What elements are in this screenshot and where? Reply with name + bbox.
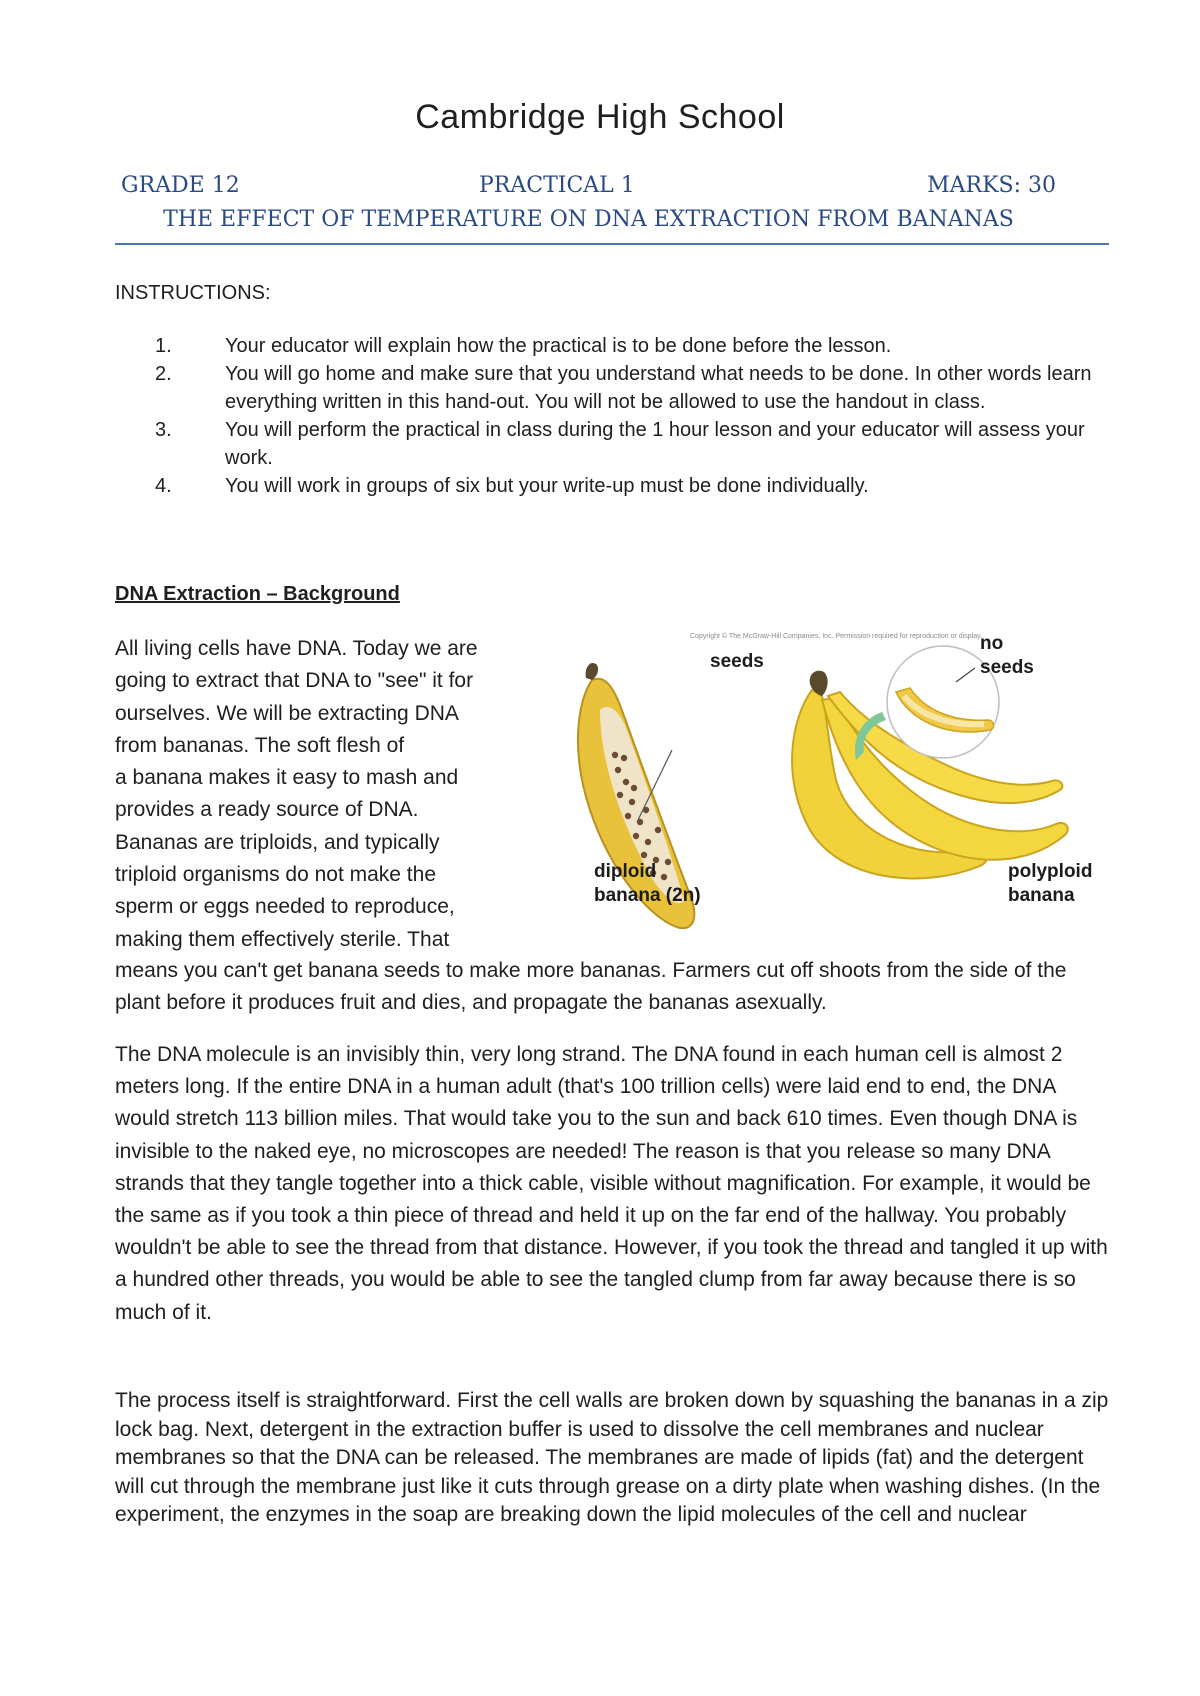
banana-figure xyxy=(560,630,1110,950)
instructions-heading: INSTRUCTIONS: xyxy=(115,282,271,304)
intro-line: triploid organisms do not make the xyxy=(115,863,436,887)
background-heading: DNA Extraction – Background xyxy=(115,583,400,605)
list-text: You will perform the practical in class during the 1 hour lesson and your educator will assess your work. xyxy=(225,419,1085,469)
list-text: Your educator will explain how the practical is to be done before the lesson. xyxy=(225,335,892,357)
intro-line: from bananas. The soft flesh of xyxy=(115,733,405,757)
intro-line: ourselves. We will be extracting DNA xyxy=(115,701,459,725)
intro-paragraph xyxy=(115,633,555,956)
practical-title: THE EFFECT OF TEMPERATURE ON DNA EXTRACTION FROM BANANAS xyxy=(163,207,1014,232)
intro-line: All living cells have DNA. Today we are xyxy=(115,637,478,660)
practical-label: PRACTICAL 1 xyxy=(479,173,635,198)
no-seeds-label-line2: seeds xyxy=(980,657,1034,678)
practical-meta-row xyxy=(121,173,1056,203)
dna-molecule-paragraph: The DNA molecule is an invisibly thin, very long strand. The DNA found in each human cell is almost 2 meters long. If the entire DNA in a human adult (that's 100 trillion cells) were laid end to end, the DNA would stretch 113 billion miles. That would take you to the sun and back 610 times. Even though DNA is invisible to the naked eye, no microscopes are needed! The reason is that you release so many DNA strands that they tangle together into a thick cable, visible without magnification. For example, it would be the same as if you took a thin piece of thread and held it up on the far end of the hallway. You probably wouldn't be able to see the thread from that distance. However, if you took the thread and tangled it up with a hundred other threads, you would be able to see the tangled clump from far away because there is so much of it. xyxy=(115,1043,1108,1324)
intro-line: provides a ready source of DNA. xyxy=(115,798,419,822)
school-name: Cambridge High School xyxy=(415,98,785,136)
diploid-label-line2: banana (2n) xyxy=(594,885,701,906)
polyploid-label-line1: polyploid xyxy=(1008,861,1093,882)
grade-label: GRADE 12 xyxy=(121,173,240,198)
marks-label: MARKS: 30 xyxy=(927,173,1056,198)
list-text: You will go home and make sure that you understand what needs to be done. In other words learn everything written in this hand-out. You will not be allowed to use the handout in class. xyxy=(225,363,1092,413)
seeds-label: seeds xyxy=(710,651,764,672)
intro-line: a banana makes it easy to mash and xyxy=(115,766,459,790)
intro-continued: means you can't get banana seeds to make more bananas. Farmers cut off shoots from the side of the plant before it produces fruit and dies, and propagate the bananas asexually. xyxy=(115,959,1067,1014)
intro-line: making them effectively sterile. That xyxy=(115,927,450,951)
intro-line: Bananas are triploids, and typically xyxy=(115,830,440,854)
intro-line: going to extract that DNA to "see" it for xyxy=(115,669,474,693)
list-item xyxy=(115,360,1115,416)
list-number: 2. xyxy=(155,363,172,385)
list-item xyxy=(115,332,1115,360)
intro-line: sperm or eggs needed to reproduce, xyxy=(115,895,455,919)
title-divider xyxy=(115,243,1109,245)
polyploid-label-line2: banana xyxy=(1008,885,1075,906)
instructions-list xyxy=(115,332,1115,500)
figure-copyright: Copyright © The McGraw-Hill Companies, Inc. Permission required for reproduction or display. xyxy=(690,633,983,640)
list-text: You will work in groups of six but your write-up must be done individually. xyxy=(225,475,869,497)
list-number: 4. xyxy=(155,475,172,497)
list-item xyxy=(115,472,1115,500)
diploid-label-line1: diploid xyxy=(594,861,657,882)
process-paragraph: The process itself is straightforward. First the cell walls are broken down by squashing the bananas in a zip lock bag. Next, detergent in the extraction buffer is used to dissolve the cell membranes and nuclear membranes so that the DNA can be released. The membranes are made of lipids (fat) and the detergent will cut through the membrane just like it cuts through grease on a dirty plate when washing dishes. (In the experiment, the enzymes in the soap are breaking down the lipid molecules of the cell and nuclear xyxy=(115,1389,1109,1526)
list-number: 3. xyxy=(155,419,172,441)
list-item xyxy=(115,416,1115,472)
list-number: 1. xyxy=(155,335,172,357)
polyploid-banana-image xyxy=(792,646,1068,878)
no-seeds-label-line1: no xyxy=(980,633,1004,654)
